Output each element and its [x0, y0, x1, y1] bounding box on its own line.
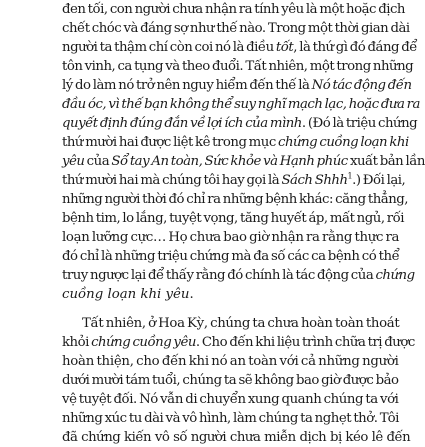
text-line	[62, 0, 405, 19]
text-run: thứ mười hai mà chúng tôi hay gọi là	[62, 173, 282, 188]
italic-run: Sổ tay An toàn, Sức khỏe và Hạnh phúc	[111, 154, 348, 169]
text-line	[62, 38, 417, 57]
text-run: .) Đối lại,	[352, 173, 406, 188]
text-line	[62, 428, 411, 447]
text-run: bệnh tim, lo lắng, tuyệt vọng, tăng huyết áp, mất ngủ, rối	[62, 211, 405, 226]
text-line	[62, 114, 418, 133]
text-line	[62, 133, 409, 152]
text-run: đó chỉ là những triệu chứng mà đa số các ca bệnh có thể	[62, 249, 400, 264]
italic-run: chứng cuồng yêu	[91, 335, 196, 350]
text-line	[62, 247, 400, 266]
text-run: người ta thậm chí còn coi nó là điều	[62, 40, 276, 55]
text-line	[62, 390, 400, 409]
text-run: loạn lưỡng cực… Họ chưa bao giờ nhận ra rằng thực ra	[62, 230, 400, 245]
text-line	[62, 333, 415, 352]
text-run: , là thứ gì đó đáng để	[293, 40, 417, 55]
text-run: lý do làm nó trở nên nguy hiểm đến thế là	[62, 78, 312, 93]
text-line	[62, 209, 405, 228]
text-run: xuất bản lần	[347, 154, 425, 169]
italic-run: quyết định đúng đắn về lợi ích của mình	[62, 116, 302, 131]
text-run: thứ mười hai được liệt kê trong mục	[62, 135, 279, 150]
text-line	[62, 266, 415, 285]
text-line	[62, 285, 400, 304]
text-run: truy ngược lại để thấy rằng đó chính là tác động của	[62, 268, 376, 283]
text-run: khỏi	[62, 335, 92, 350]
text-line	[62, 76, 412, 95]
italic-run: Nó tác động đến	[311, 78, 412, 93]
text-line	[62, 409, 400, 428]
text-run: những xúc tu dài và vô hình, làm chúng ta nghẹt thở. Tôi	[62, 411, 399, 426]
text-line	[62, 352, 400, 371]
text-run: của	[84, 154, 112, 169]
italic-run: đầu óc, vì thế bạn không thể suy nghĩ mạch lạc, hoặc đưa ra	[62, 97, 420, 112]
text-line	[62, 171, 406, 190]
italic-run: chứng cuồng loạn khi	[278, 135, 409, 150]
italic-run: yêu	[62, 154, 85, 169]
text-line	[62, 228, 400, 247]
italic-run: tốt	[275, 40, 294, 55]
text-run: đen tối, con người chưa nhận ra tính yêu là một hoặc địch	[62, 2, 405, 17]
footnote-marker: 1	[347, 171, 353, 181]
text-run: đã chứng kiến vô số người chưa miễn dịch bị kéo lê đến	[62, 430, 411, 445]
text-line	[62, 152, 425, 171]
italic-run: Sách Shhh	[281, 173, 348, 188]
text-run: hoàn thiện, cho đến khi nó an toàn với cả những người	[62, 354, 399, 369]
text-line	[62, 19, 410, 38]
text-run: . (Đó là triệu chứng	[301, 116, 418, 131]
text-run: Tất nhiên, ở Hoa Kỳ, chúng ta chưa hoàn toàn thoát	[82, 316, 400, 331]
text-run: . Cho đến khi liệu trình chữa trị được	[195, 335, 415, 350]
text-line	[62, 190, 408, 209]
italic-run: chứng	[375, 268, 415, 283]
text-line	[62, 57, 414, 76]
text-run: tôn vinh, ca tụng và theo đuổi. Tất nhiên, một trong những	[62, 59, 414, 74]
text-line	[82, 314, 400, 333]
text-run: chết chóc và đáng sợ như thế nào. Trong một thời gian dài	[62, 21, 410, 36]
italic-run: cuồng loạn khi yêu	[62, 287, 190, 302]
text-run: dưới mười tám tuổi, chúng ta sẽ không bao giờ được bảo	[62, 373, 399, 388]
text-run: vệ tuyệt đối. Nó vẫn di chuyển xung quanh chúng ta với	[62, 392, 399, 407]
text-run: những người thời đó chỉ ra những bệnh khác: căng thẳng,	[62, 192, 408, 207]
text-line	[62, 95, 420, 114]
text-run: .	[189, 287, 194, 302]
text-line	[62, 371, 400, 390]
